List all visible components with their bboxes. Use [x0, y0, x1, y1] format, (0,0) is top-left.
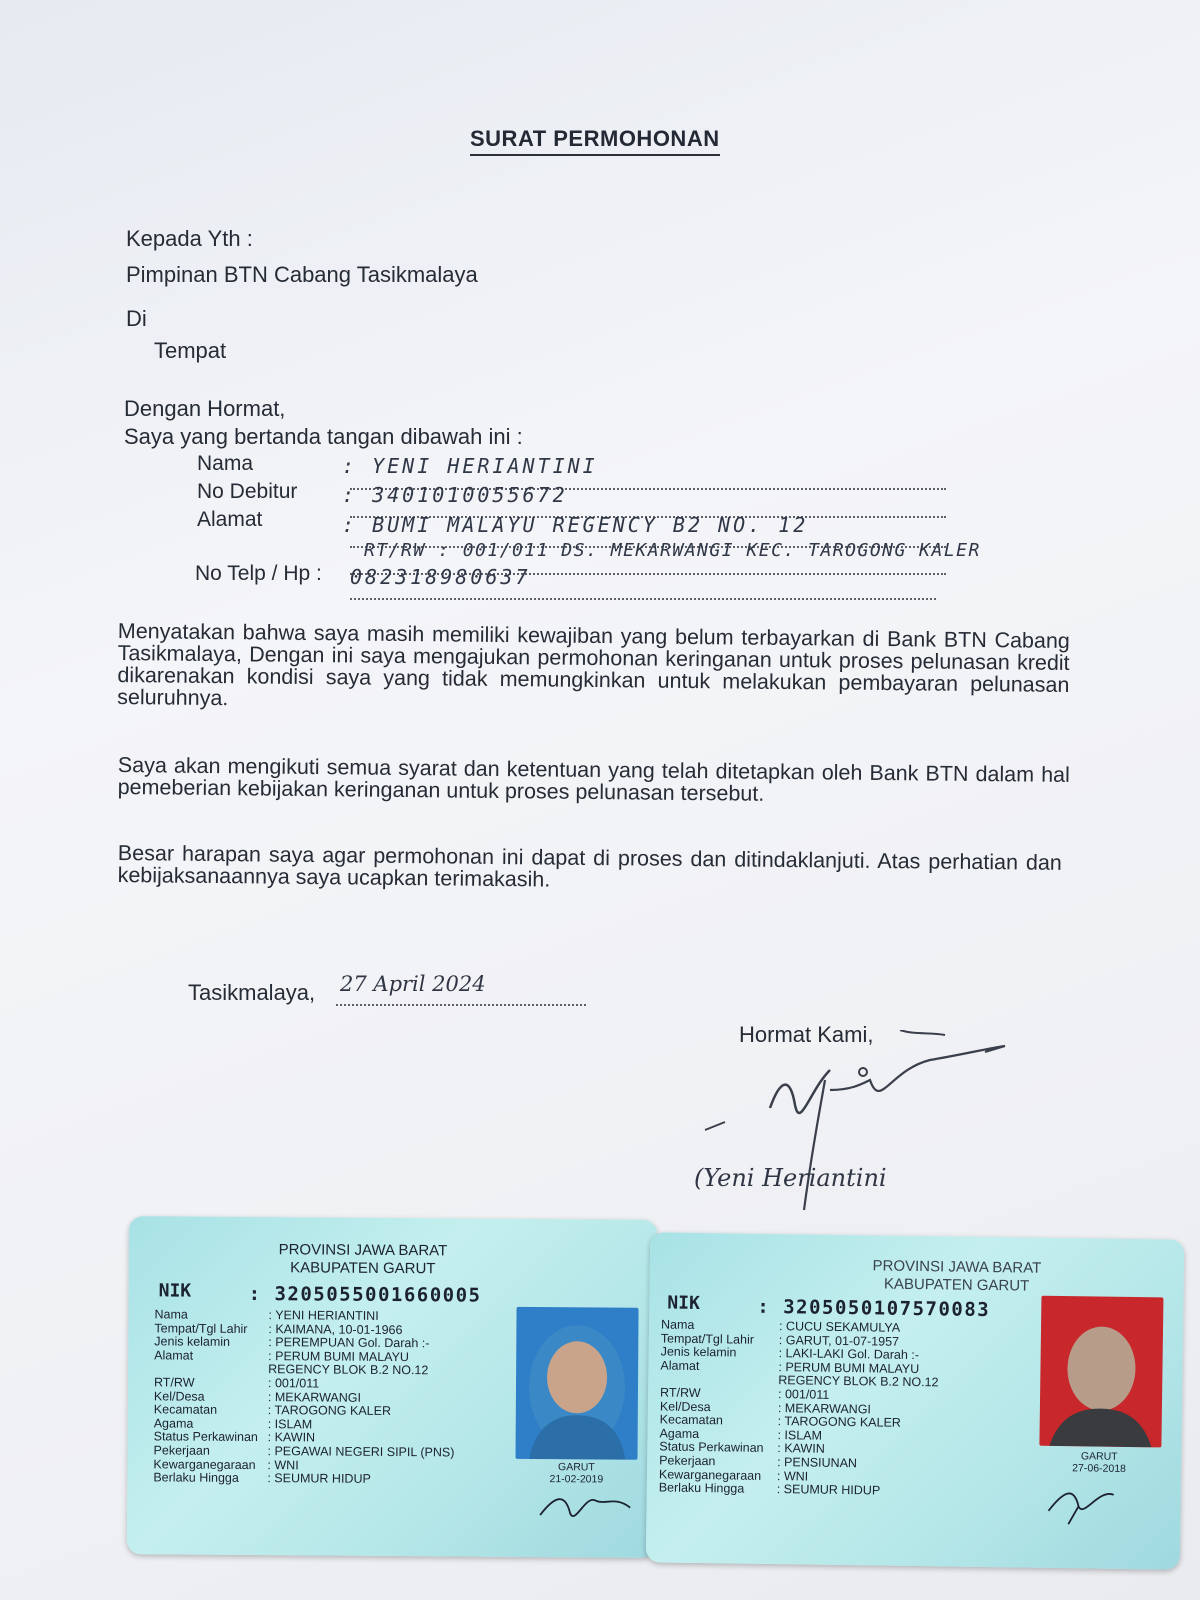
closing-text: Hormat Kami, — [739, 1022, 874, 1047]
nama-value: : YENI HERIANTINI — [342, 454, 598, 478]
letter-title: SURAT PERMOHONAN — [470, 126, 720, 156]
place-label: Tasikmalaya, — [188, 980, 316, 1005]
id-card-2 — [646, 1232, 1185, 1569]
paragraph-2: Saya akan mengikuti semua syarat dan ketentuan yang telah ditetapkan oleh Bank BTN dalam hal pemeberian kebijakan keringanan untuk proses pelunasan tersebut. — [117, 753, 1070, 806]
id-card-field-value: REGENCY BLOK B.2 NO.12 — [268, 1362, 429, 1378]
recipient-line-2: Pimpinan BTN Cabang Tasikmalaya — [126, 262, 478, 287]
id-card-2-sign-date: 27-06-2018 — [1072, 1462, 1127, 1475]
id-card-field-value: : MEKARWANGI — [267, 1389, 362, 1405]
id-card-field-label: Tempat/Tgl Lahir — [660, 1331, 755, 1347]
id-card-field-label: Status Perkawinan — [153, 1429, 258, 1445]
id-card-field-value: : SEUMUR HIDUP — [776, 1482, 881, 1498]
telp-dotted-line — [350, 598, 936, 600]
recipient-tempat: Tempat — [154, 338, 227, 363]
date-dotted-line — [336, 1004, 586, 1006]
recipient-di: Di — [126, 306, 147, 331]
id-card-field-label: Pekerjaan — [659, 1453, 716, 1469]
id-card-2-photo — [1039, 1296, 1163, 1448]
date-value: 27 April 2024 — [340, 972, 486, 996]
id-card-field-label — [154, 1373, 268, 1374]
id-card-field-label: Kewarganegaraan — [658, 1467, 762, 1483]
alamat-value-1: : BUMI MALAYU REGENCY B2 NO. 12 — [342, 513, 809, 537]
paragraph-1: Menyatakan bahwa saya masih memiliki kewajiban yang belum terbayarkan di Bank BTN Cabang Tasikmalaya, Dengan ini saya mengajukan permohonan keringanan untuk proses pelunasan kredit dikarenakan kondisi saya yang tidak memungkinkan untuk melakukan pembayaran pelunasan seluruhnya. — [117, 619, 1070, 711]
id-card-field-value: : ISLAM — [777, 1427, 823, 1443]
id-card-field-value: : WNI — [267, 1457, 299, 1472]
id-card-1-province: PROVINSI JAWA BARAT — [278, 1241, 448, 1260]
id-card-field-value: : PEGAWAI NEGERI SIPIL (PNS) — [267, 1444, 455, 1460]
id-card-field-value: : LAKI-LAKI Gol. Darah :- — [778, 1346, 920, 1363]
id-card-1-regency: KABUPATEN GARUT — [290, 1259, 436, 1278]
id-card-1-row — [154, 1376, 319, 1390]
id-card-2-regency: KABUPATEN GARUT — [883, 1275, 1030, 1295]
id-card-field-value: : 001/011 — [267, 1376, 320, 1391]
id-card-field-value: : KAIMANA, 10-01-1966 — [268, 1321, 403, 1337]
debitur-value: : 3401010055672 — [342, 483, 568, 507]
id-card-field-value: : ISLAM — [267, 1416, 313, 1432]
id-card-field-value: : PEREMPUAN Gol. Darah :- — [268, 1335, 430, 1351]
id-card-2-sign-city: GARUT — [1080, 1450, 1118, 1463]
id-card-field-label: Nama — [660, 1317, 695, 1332]
nama-label: Nama — [197, 452, 254, 475]
alamat-value-2: RT/RW : 001/011 DS. MEKARWANGI KEC. TAROGONG KALER — [364, 540, 981, 561]
id-card-field-value: : KAWIN — [777, 1441, 825, 1457]
id-card-field-label: Berlaku Hingga — [153, 1470, 239, 1486]
id-card-field-label: RT/RW — [659, 1385, 701, 1401]
id-card-2-province: PROVINSI JAWA BARAT — [872, 1257, 1042, 1277]
intro-line: Saya yang bertanda tangan dibawah ini : — [124, 424, 523, 449]
id-card-field-value: : MEKARWANGI — [777, 1400, 872, 1416]
id-card-field-label: Alamat — [660, 1358, 700, 1373]
id-card-1-sign-date: 21-02-2019 — [549, 1473, 604, 1486]
id-card-field-label: Alamat — [154, 1348, 194, 1363]
id-card-field-value: : PENSIUNAN — [777, 1455, 858, 1471]
recipient-line-1: Kepada Yth : — [126, 226, 253, 251]
id-card-field-label: Agama — [153, 1416, 194, 1431]
id-card-1-nik-label: NIK — [158, 1280, 192, 1302]
id-card-field-value: : TAROGONG KALER — [777, 1414, 901, 1430]
signatory-name: (Yeni Heriantini — [694, 1164, 887, 1192]
id-card-1-row — [153, 1472, 371, 1487]
telp-label: No Telp / Hp : — [195, 562, 322, 585]
id-card-field-label: Kel/Desa — [659, 1399, 711, 1414]
id-card-field-value: REGENCY BLOK B.2 NO.12 — [778, 1373, 939, 1390]
id-card-field-value: : CUCU SEKAMULYA — [778, 1319, 901, 1335]
id-card-2-nik-label: NIK — [667, 1292, 701, 1314]
id-card-2-signature — [1038, 1476, 1139, 1527]
id-card-field-label: Kel/Desa — [153, 1388, 205, 1404]
id-card-1-photo — [516, 1307, 639, 1460]
id-card-field-value: : SEUMUR HIDUP — [267, 1471, 371, 1487]
id-card-2-row — [659, 1482, 881, 1498]
id-card-field-label — [660, 1383, 778, 1385]
id-card-field-label: Berlaku Hingga — [658, 1480, 745, 1496]
id-card-1-nik: : 3205055001660005 — [248, 1282, 482, 1307]
id-card-field-label: Kecamatan — [153, 1402, 218, 1417]
id-card-field-label: Pekerjaan — [153, 1443, 210, 1458]
alamat-label: Alamat — [197, 508, 263, 531]
id-card-field-value: : YENI HERIANTINI — [268, 1308, 379, 1323]
paragraph-3: Besar harapan saya agar permohonan ini dapat di proses dan ditindaklanjuti. Atas perhatian dan kebijaksanaannya saya ucapkan terimakasih. — [117, 841, 1062, 892]
id-card-field-value: : WNI — [776, 1468, 809, 1484]
id-card-field-label: RT/RW — [153, 1375, 195, 1390]
id-card-1-sign-city: GARUT — [558, 1461, 595, 1474]
id-card-field-label: Jenis kelamin — [660, 1344, 737, 1360]
telp-value: 082318980637 — [350, 565, 531, 589]
id-card-field-label: Nama — [154, 1307, 188, 1322]
id-card-field-value: : PERUM BUMI MALAYU — [268, 1348, 410, 1364]
id-card-field-value: : 001/011 — [777, 1387, 830, 1402]
id-card-2-nik: : 3205050107570083 — [757, 1295, 991, 1322]
id-card-field-label: Kecamatan — [659, 1412, 724, 1428]
id-card-1-signature — [535, 1485, 635, 1530]
id-card-field-value: : PERUM BUMI MALAYU — [778, 1359, 920, 1376]
id-card-field-label: Tempat/Tgl Lahir — [154, 1320, 248, 1336]
id-card-field-value: : TAROGONG KALER — [267, 1403, 392, 1419]
id-card-field-value: : KAWIN — [267, 1430, 316, 1445]
greeting: Dengan Hormat, — [124, 396, 286, 421]
id-card-field-label: Kewarganegaraan — [153, 1456, 256, 1472]
debitur-label: No Debitur — [197, 480, 298, 503]
id-card-field-value: : GARUT, 01-07-1957 — [778, 1332, 900, 1349]
id-card-field-label: Status Perkawinan — [659, 1439, 764, 1456]
id-card-field-label: Agama — [659, 1426, 700, 1441]
id-card-1 — [127, 1216, 657, 1558]
signature — [700, 1030, 1040, 1230]
id-card-field-label: Jenis kelamin — [154, 1334, 231, 1350]
